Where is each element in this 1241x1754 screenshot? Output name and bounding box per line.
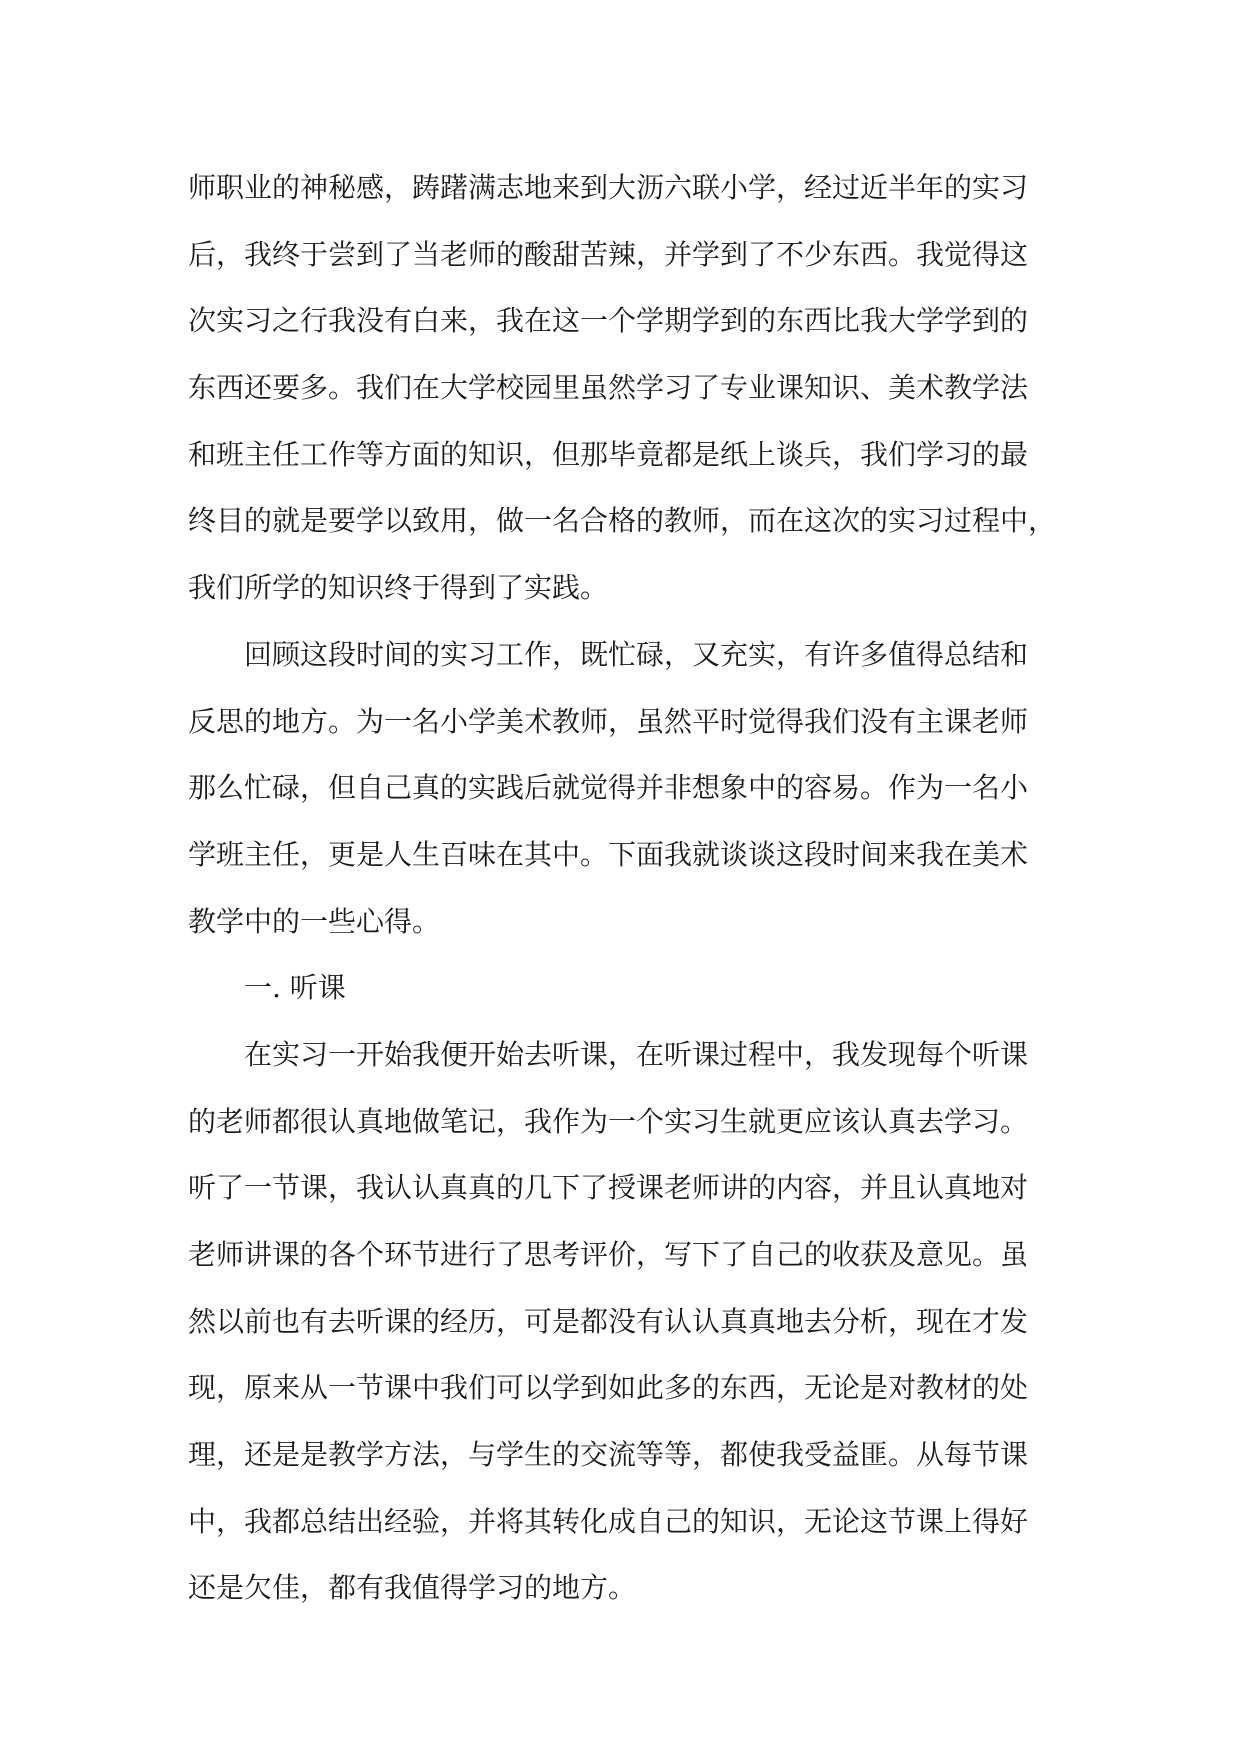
body-text: [188, 155, 1058, 1622]
text-line: 在实习一开始我便开始去听课，在听课过程中，我发现每个听课: [244, 1037, 1029, 1071]
text-line: 老师讲课的各个环节进行了思考评价，写下了自己的收获及意见。虽: [188, 1238, 1029, 1271]
text-line: 回顾这段时间的实习工作，既忙碌，又充实，有许多值得总结和: [244, 637, 1029, 671]
text-line: 终目的就是要学以致用，做一名合格的教师，而在这次的实习过程中，: [188, 504, 1057, 538]
text-line: 然以前也有去听课的经历，可是都没有认认真真地去分析，现在才发: [188, 1304, 1029, 1338]
text-line: 理，还是是教学方法，与学生的交流等等，都使我受益匪。从每节课: [188, 1438, 1029, 1472]
text-line: 听了一节课，我认认真真的几下了授课老师讲的内容，并且认真地对: [188, 1171, 1029, 1205]
text-line: 教学中的一些心得。: [188, 904, 441, 938]
text-line: 师职业的神秘感，踌躇满志地来到大沥六联小学，经过近半年的实习: [188, 171, 1029, 204]
text-line: 我们所学的知识终于得到了实践。: [188, 571, 609, 605]
text-line: 中，我都总结出经验，并将其转化成自己的知识，无论这节课上得好: [188, 1504, 1029, 1538]
text-line: 还是欠佳，都有我值得学习的地方。: [188, 1571, 637, 1605]
text-line: 后，我终于尝到了当老师的酸甜苦辣，并学到了不少东西。我觉得这: [188, 237, 1029, 271]
text-line: 反思的地方。为一名小学美术教师，虽然平时觉得我们没有主课老师: [188, 704, 1029, 738]
text-line: 次实习之行我没有白来，我在这一个学期学到的东西比我大学学到的: [188, 304, 1029, 338]
text-line: 现，原来从一节课中我们可以学到如此多的东西，无论是对教材的处: [188, 1371, 1029, 1405]
text-line: 那么忙碌，但自己真的实践后就觉得并非想象中的容易。作为一名小: [188, 771, 1029, 805]
section-heading: 一. 听课: [244, 971, 346, 1005]
text-line: 学班主任，更是人生百味在其中。下面我就谈谈这段时间来我在美术: [188, 837, 1029, 871]
text-line: 的老师都很认真地做笔记，我作为一个实习生就更应该认真去学习。: [188, 1104, 1029, 1138]
text-line: 东西还要多。我们在大学校园里虽然学习了专业课知识、美术教学法: [188, 371, 1029, 405]
text-line: 和班主任工作等方面的知识，但那毕竟都是纸上谈兵，我们学习的最: [188, 437, 1029, 471]
